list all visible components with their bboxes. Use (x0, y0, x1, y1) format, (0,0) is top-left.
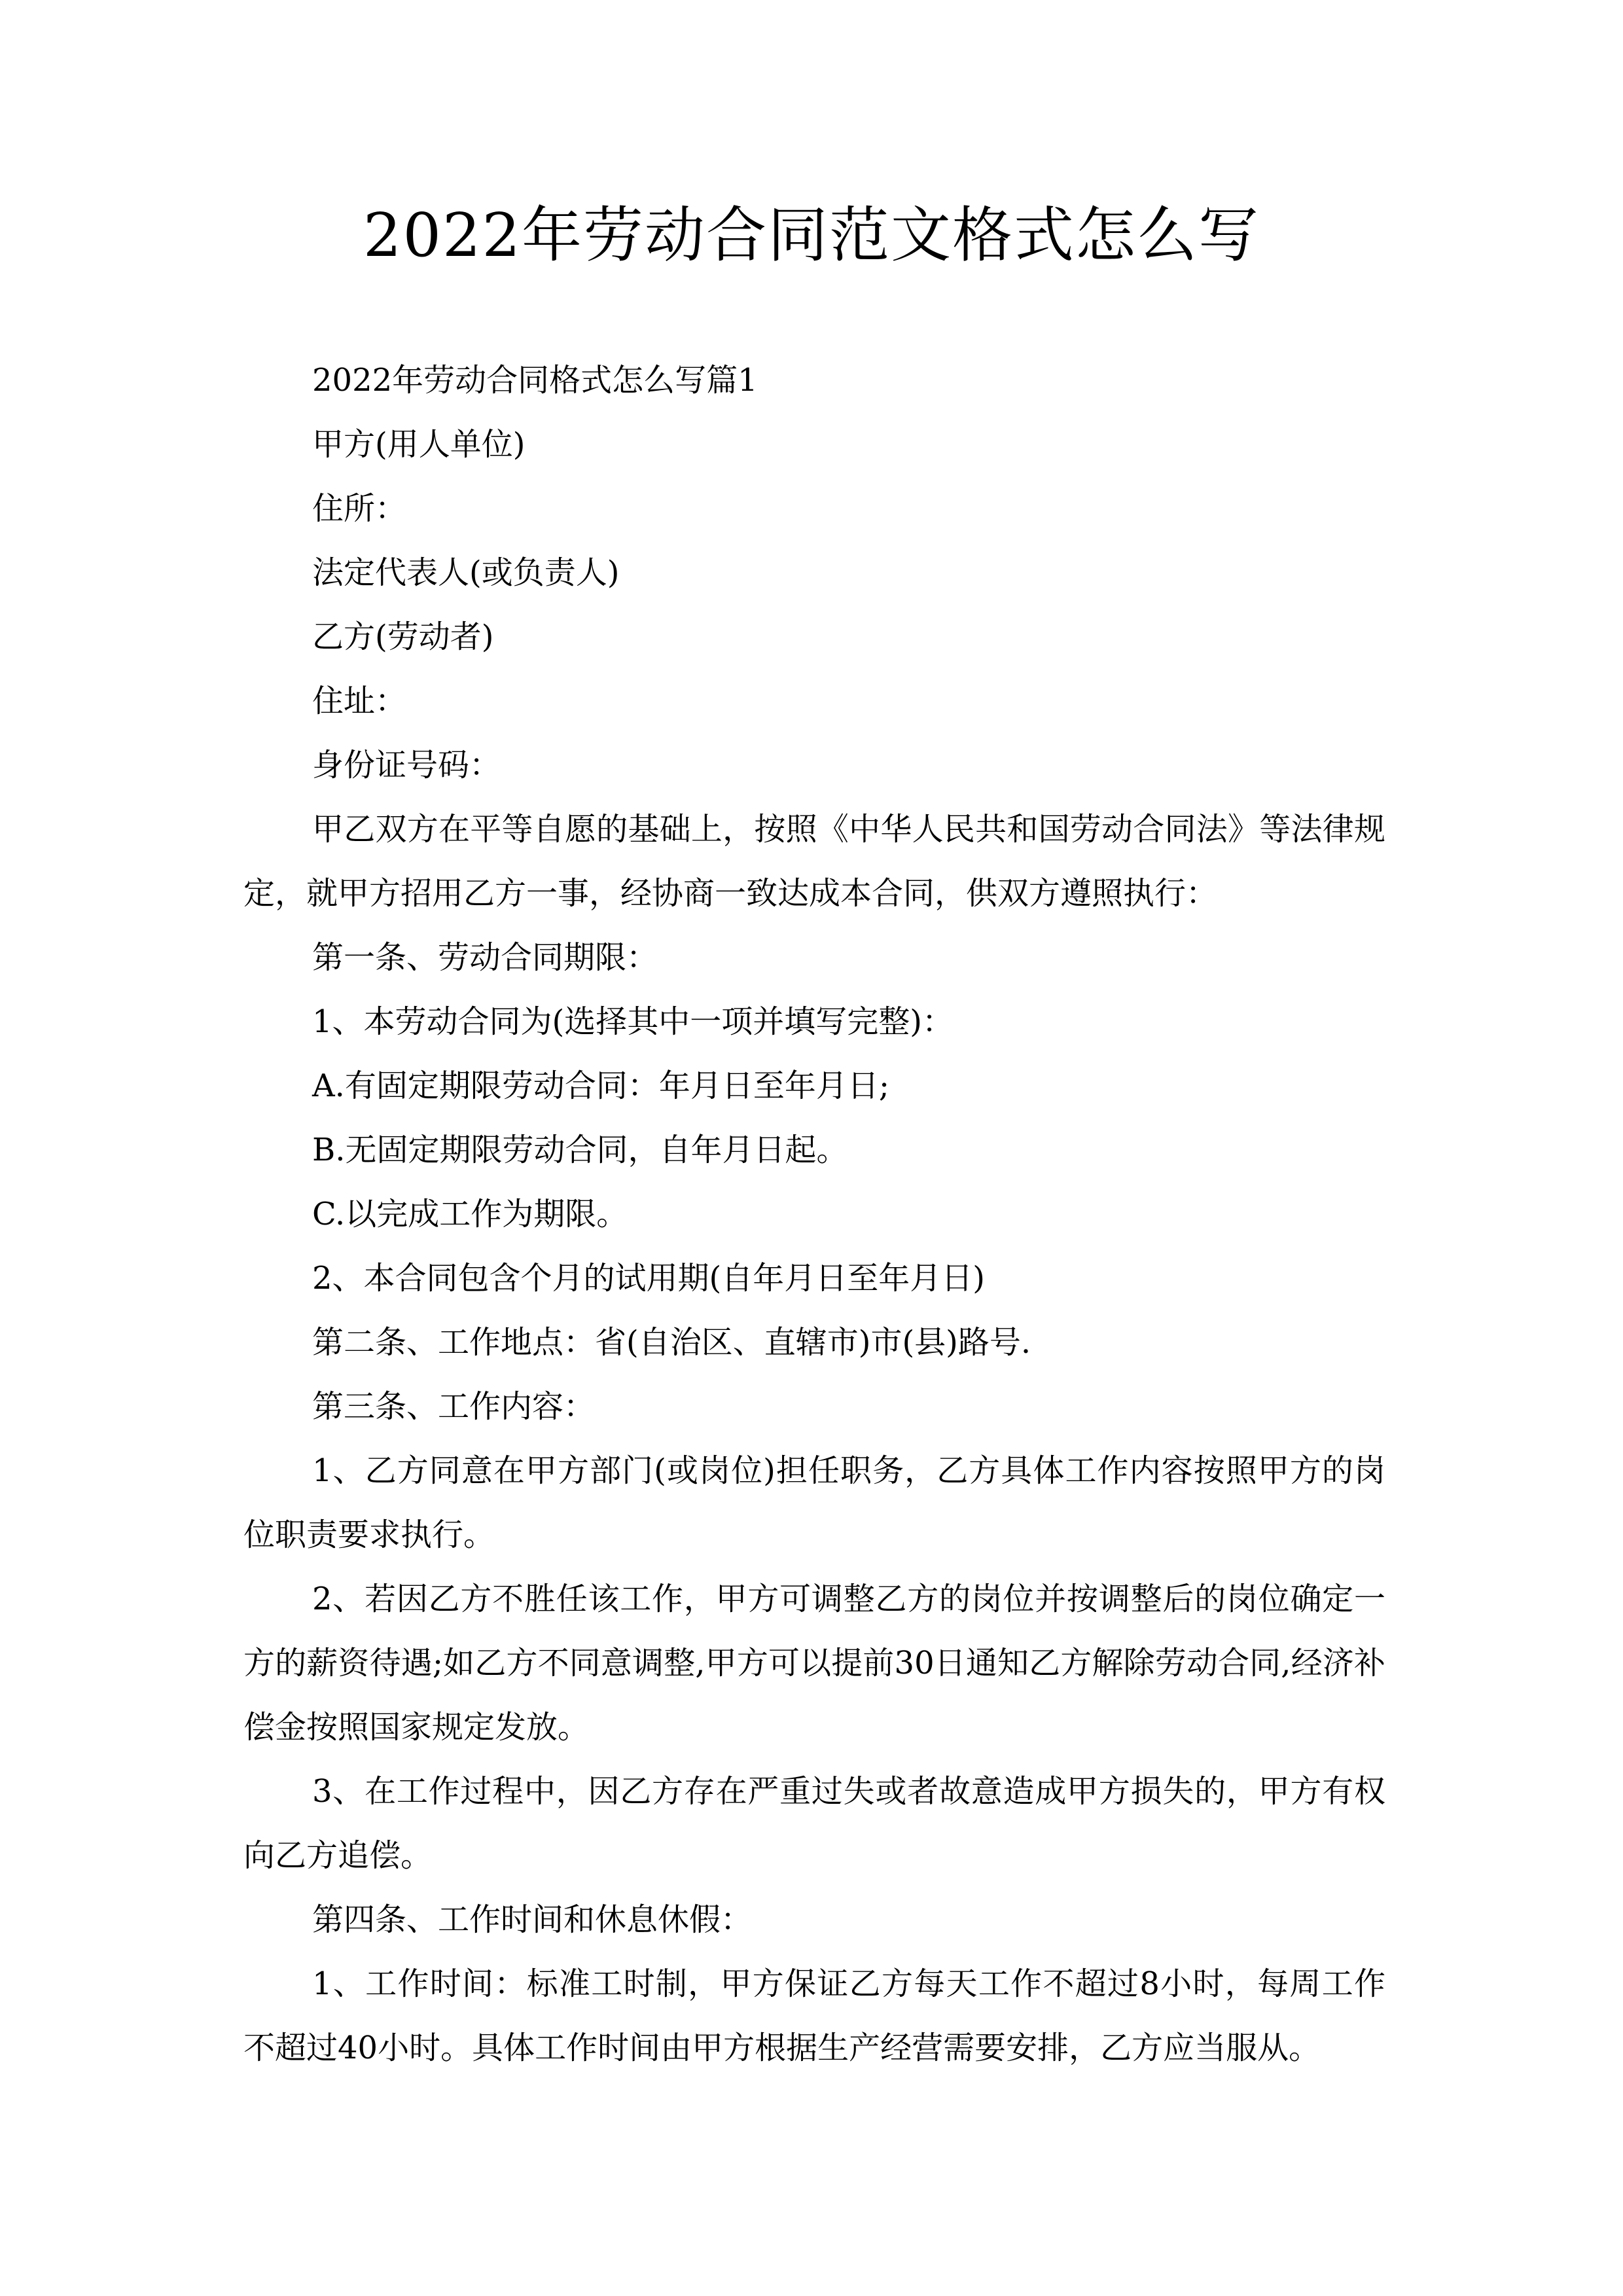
document-body (243, 348, 1385, 2080)
paragraph: 3、在工作过程中，因乙方存在严重过失或者故意造成甲方损失的，甲方有权向乙方追偿。 (243, 1773, 1385, 1874)
paragraph: 住址： (312, 683, 407, 719)
paragraph: A.有固定期限劳动合同：年月日至年月日; (312, 1067, 890, 1104)
paragraph: 身份证号码： (312, 747, 501, 783)
paragraph: B.无固定期限劳动合同，自年月日起。 (312, 1132, 848, 1168)
paragraph: 第三条、工作内容： (312, 1388, 596, 1425)
paragraph: 第四条、工作时间和休息休假： (312, 1901, 753, 1938)
paragraph: 第二条、工作地点：省(自治区、直辖市)市(县)路号. (312, 1324, 1031, 1361)
paragraph: 2、本合同包含个月的试用期(自年月日至年月日) (312, 1260, 985, 1297)
paragraph: 1、乙方同意在甲方部门(或岗位)担任职务，乙方具体工作内容按照甲方的岗位职责要求执行。 (243, 1452, 1385, 1553)
paragraph: 住所： (312, 490, 407, 527)
paragraph: 法定代表人(或负责人) (312, 554, 620, 591)
paragraph: 第一条、劳动合同期限： (312, 939, 658, 976)
paragraph: 甲方(用人单位) (312, 426, 526, 463)
paragraph: 乙方(劳动者) (312, 619, 494, 655)
paragraph: 2022年劳动合同格式怎么写篇1 (312, 362, 758, 399)
paragraph: 1、工作时间：标准工时制，甲方保证乙方每天工作不超过8小时，每周工作不超过40小时。具体工作时间由甲方根据生产经营需要安排，乙方应当服从。 (243, 1965, 1385, 2066)
document-title: 2022年劳动合同范文格式怎么写 (363, 200, 1260, 270)
paragraph: C.以完成工作为期限。 (312, 1196, 628, 1232)
paragraph: 1、本劳动合同为(选择其中一项并填写完整)： (312, 1003, 954, 1040)
paragraph: 2、若因乙方不胜任该工作，甲方可调整乙方的岗位并按调整后的岗位确定一方的薪资待遇;如乙方不同意调整,甲方可以提前30日通知乙方解除劳动合同,经济补偿金按照国家规定发放。 (243, 1581, 1385, 1746)
paragraph: 甲乙双方在平等自愿的基础上，按照《中华人民共和国劳动合同法》等法律规定，就甲方招用乙方一事，经协商一致达成本合同，供双方遵照执行： (243, 811, 1385, 912)
